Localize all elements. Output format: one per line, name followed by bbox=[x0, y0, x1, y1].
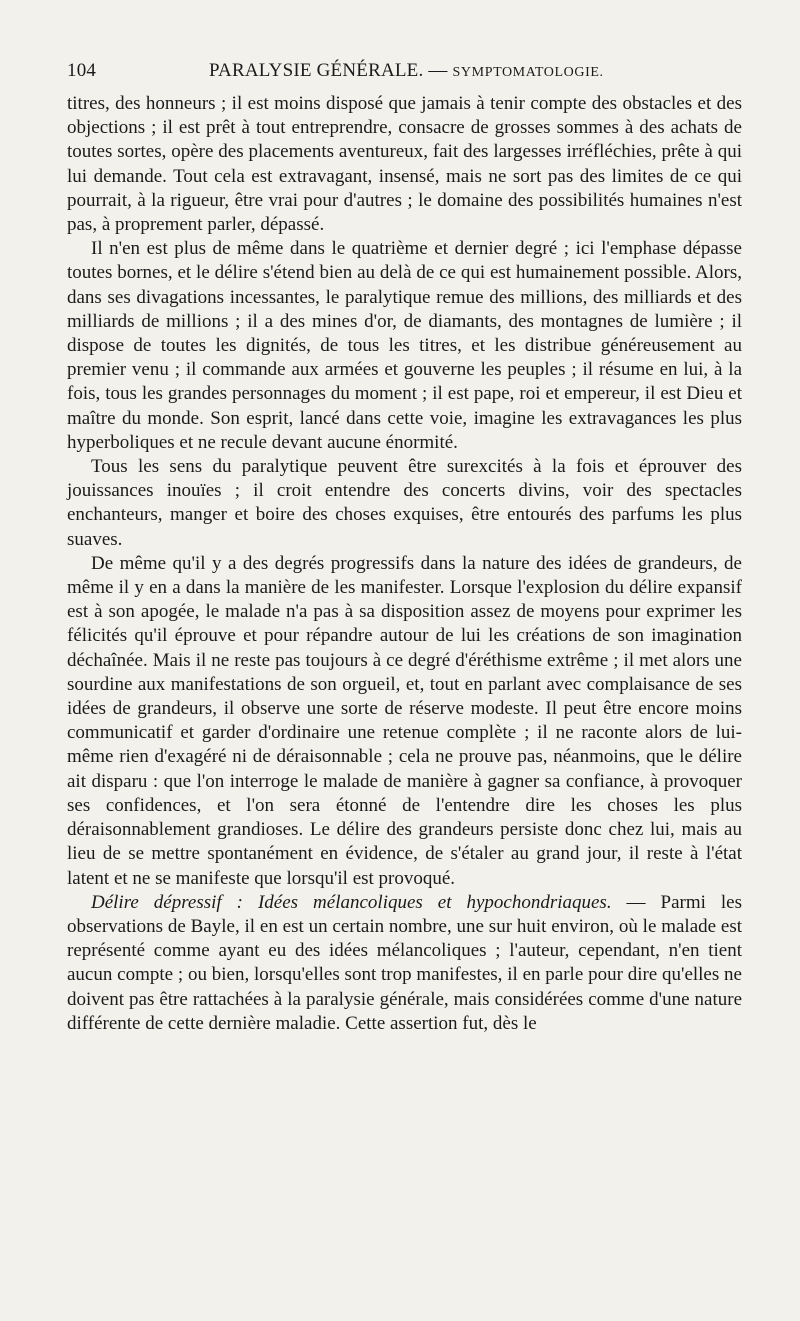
paragraph: Il n'en est plus de même dans le quatrième et dernier degré ; ici l'emphase dépasse toutes bornes, et le délire s'étend bien au delà de ce qui est humainement possible. Alors, dans ses divagations incessantes, le paralytique remue des millions, des milliards et des milliards de millions ; il a des mines d'or, de diamants, des montagnes de lumière ; il dispose de toutes les dignités, de tous les titres, et les distribue généreusement au premier venu ; il commande aux armées et gouverne les peuples ; il résume en lui, à la fois, tous les grandes personnages du moment ; il est pape, roi et empereur, il est Dieu et maître du monde. Son esprit, lancé dans cette voie, imagine les extravagances les plus hyperboliques et ne recule devant aucune énormité. bbox=[67, 238, 742, 453]
running-title-separator: — bbox=[428, 60, 448, 81]
running-head bbox=[67, 56, 742, 92]
section-heading: Délire dépressif : Idées mélancoliques et hypochondriaques. bbox=[91, 891, 612, 913]
page-number: 104 bbox=[67, 60, 97, 81]
running-title-main: PARALYSIE GÉNÉRALE. bbox=[209, 60, 424, 81]
section-dash: — bbox=[611, 891, 661, 913]
running-title bbox=[209, 60, 604, 82]
section-text: Parmi les observations de Bayle, il en est un certain nombre, une sur huit environ, où le malade est représenté comme ayant eu des idées mélancoliques ; l'auteur, cependant, n'en tient aucun compte ; ou bien, lorsqu'elles sont trop manifestes, il en parle pour dire qu'elles ne doivent pas être rattachées à la paralysie générale, mais considérées comme d'une nature différente de cette dernière maladie. Cette assertion fut, dès le bbox=[67, 891, 742, 1034]
paragraph: Tous les sens du paralytique peuvent être surexcités à la fois et éprouver des jouissances inouïes ; il croit entendre des concerts divins, voir des spectacles enchanteurs, manger et boire des choses exquises, être entourés des parfums les plus suaves. bbox=[67, 456, 742, 550]
running-title-subtitle: SYMPTOMATOLOGIE. bbox=[452, 65, 604, 80]
section-paragraph bbox=[67, 891, 742, 1036]
paragraph: De même qu'il y a des degrés progressifs dans la nature des idées de grandeurs, de même il y en a dans la manière de les manifester. Lorsque l'explosion du délire expansif est à son apogée, le malade n'a pas à sa disposition assez de moyens pour exprimer les félicités qu'il éprouve et pour répandre autour de lui les créations de son imagination déchaînée. Mais il ne reste pas toujours à ce degré d'éréthisme extrême ; il met alors une sourdine aux manifestations de son orgueil, et, tout en parlant avec complaisance de ses idées de grandeurs, il observe une sorte de réserve modeste. Il peut être encore moins communicatif et garder d'ordinaire une retenue complète ; il ne raconte alors de lui-même rien d'exagéré ni de déraisonnable ; cela ne prouve pas, néanmoins, que le délire ait disparu : que l'on interroge le malade de manière à gagner sa confiance, à provoquer ses confidences, et l'on sera étonné de l'entendre dire les choses les plus déraisonnablement grandioses. Le délire des grandeurs persiste donc chez lui, mais au lieu de se mettre spontanément en évidence, de s'étaler au grand jour, il reste à l'état latent et ne se manifeste que lorsqu'il est provoqué. bbox=[67, 552, 742, 889]
body-text bbox=[67, 92, 742, 1036]
paragraph-continued: titres, des honneurs ; il est moins disposé que jamais à tenir compte des obstacles et des objections ; il est prêt à tout entreprendre, consacre de grosses sommes à des achats de toutes sortes, opère des placements aventureux, fait des largesses irréfléchies, prête à qui lui demande. Tout cela est extravagant, insensé, mais ne sort pas des limites de ce qui pourrait, à la rigueur, être vrai pour d'autres ; le domaine des possibilités humaines n'est pas, à proprement parler, dépassé. bbox=[67, 93, 742, 236]
